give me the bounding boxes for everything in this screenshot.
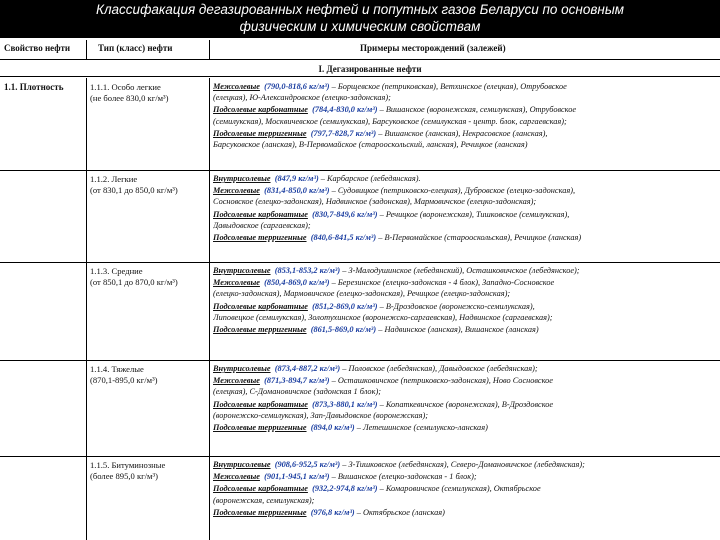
- deposit-text: – Осташковичское (петриковско-задонская), Ново Сосновское: [331, 376, 553, 386]
- rock-type: Подсолевые карбонатные: [213, 209, 308, 219]
- density-range: (932,2-974,8 кг/м³): [312, 484, 378, 494]
- rock-type: Межсолевые: [213, 376, 260, 386]
- deposit-text: Давыдовское (саргаевская);: [213, 220, 311, 230]
- deposit-entry: [213, 128, 718, 150]
- density-range: (847,9 кг/м³): [274, 174, 319, 183]
- header-divider: [86, 40, 87, 59]
- density-range: (908,6-952,5 кг/м³): [274, 460, 341, 469]
- density-range: (873,4-887,2 кг/м³): [274, 364, 341, 373]
- deposit-text: – Карбарское (лебедянская).: [320, 174, 421, 183]
- deposit-entry: [213, 422, 718, 433]
- density-range: (850,4-869,0 кг/м³): [264, 278, 330, 288]
- entry-line: [213, 399, 718, 410]
- density-range: (901,1-945,1 кг/м³): [264, 472, 330, 482]
- density-range: (873,3-880,1 кг/м³): [312, 399, 378, 409]
- entry-line: [213, 483, 718, 494]
- type-name: 1.1.3. Средние: [90, 266, 143, 276]
- type-range: (от 850,1 до 870,0 кг/м³): [90, 277, 178, 287]
- table-header: [0, 40, 720, 60]
- entry-line: [213, 410, 718, 421]
- deposit-text: (воронежско-семилукская), Зап-Давыдовское (воронежская);: [213, 410, 428, 420]
- deposit-text: – В-Первомайское (старооскольская), Речицкое (ланская): [378, 233, 582, 243]
- table-row: [0, 456, 720, 540]
- deposit-entry: [213, 324, 718, 335]
- entry-line: [213, 209, 718, 220]
- density-range: (797,7-828,7 кг/м³): [310, 128, 377, 138]
- entry-line: [213, 81, 718, 92]
- table-row: [0, 170, 720, 262]
- rock-type: Подсолевые терригенные: [213, 423, 307, 433]
- rock-type: Внутрисолевые: [213, 364, 271, 373]
- rock-type: Подсолевые терригенные: [213, 233, 307, 243]
- entry-line: [213, 471, 718, 482]
- deposit-text: – Борщевское (петриковская), Ветхинское (елецкая), Отрубовское: [331, 82, 567, 91]
- entry-line: [213, 92, 718, 103]
- header-divider: [209, 40, 210, 59]
- entry-line: [213, 104, 718, 115]
- deposit-text: – Судовицкое (петриковско-елецкая), Дубровское (елецко-задонская),: [331, 186, 576, 196]
- examples-cell: [213, 81, 718, 151]
- rock-type: Межсолевые: [213, 82, 260, 91]
- type-name: 1.1.2. Легкие: [90, 174, 138, 184]
- entry-line: [213, 422, 718, 433]
- type-range: (не более 830,0 кг/м³): [90, 93, 169, 103]
- type-cell: [90, 364, 208, 386]
- rock-type: Подсолевые карбонатные: [213, 484, 308, 494]
- deposit-text: – Комаровичское (семилукская), Октябрьское: [379, 484, 541, 494]
- header-examples: Примеры месторождений (залежей): [360, 43, 506, 53]
- deposit-text: Сосновское (елецко-задонская), Надвинское (задонская), Мармовичское (елецко-задонская);: [213, 197, 537, 207]
- entry-line: [213, 185, 718, 196]
- entry-line: [213, 324, 718, 335]
- row-divider: [0, 262, 720, 263]
- type-range: (от 830,1 до 850,0 кг/м³): [90, 185, 178, 195]
- examples-cell: [213, 459, 718, 519]
- property-label: 1.1. Плотность: [4, 82, 64, 92]
- rock-type: Межсолевые: [213, 278, 260, 288]
- rock-type: Подсолевые карбонатные: [213, 399, 308, 409]
- deposit-text: – Речицкое (воронежская), Тишковское (семилукская),: [379, 209, 570, 219]
- examples-cell: [213, 173, 718, 244]
- entry-line: [213, 128, 718, 139]
- deposit-entry: [213, 301, 718, 323]
- deposit-entry: [213, 277, 718, 299]
- entry-line: [213, 459, 718, 470]
- type-range: (более 895,0 кг/м³): [90, 471, 158, 481]
- table-row: [0, 78, 720, 170]
- deposit-entry: [213, 507, 718, 518]
- entry-line: [213, 301, 718, 312]
- deposit-entry: [213, 363, 718, 374]
- type-range: (870,1-895,0 кг/м³): [90, 375, 158, 385]
- header-property: Свойство нефти: [4, 43, 71, 53]
- table-row: [0, 360, 720, 456]
- entry-line: [213, 507, 718, 518]
- slide-title-line-2: физическим и химическим свойствам: [239, 19, 481, 34]
- entry-line: [213, 232, 718, 243]
- deposit-text: – Летешинское (семилукско-ланская): [356, 423, 488, 433]
- entry-line: [213, 312, 718, 323]
- entry-line: [213, 288, 718, 299]
- type-cell: [90, 174, 208, 196]
- row-divider: [0, 456, 720, 457]
- slide-title-line-1: Классифакация дегазированных нефтей и попутных газов Беларуси по основным: [95, 2, 625, 17]
- entry-line: [213, 277, 718, 288]
- deposit-entry: [213, 265, 718, 276]
- deposit-text: (елецко-задонская), Мармовичское (елецко-задонская), Речицкое (елецко-задонская);: [213, 289, 511, 299]
- rock-type: Подсолевые карбонатные: [213, 105, 308, 115]
- rock-type: Подсолевые карбонатные: [213, 301, 308, 311]
- entry-line: [213, 386, 718, 397]
- deposit-entry: [213, 483, 718, 505]
- density-range: (871,3-894,7 кг/м³): [264, 376, 330, 386]
- deposit-text: – Надвинское (ланская), Вишанское (ланская): [378, 325, 539, 335]
- deposit-entry: [213, 104, 718, 126]
- type-cell: [90, 460, 208, 482]
- entry-line: [213, 375, 718, 386]
- density-range: (840,6-841,5 кг/м³): [310, 233, 377, 243]
- density-range: (894,0 кг/м³): [310, 423, 355, 433]
- type-name: 1.1.5. Битуминозные: [90, 460, 166, 470]
- density-range: (784,4-830,0 кг/м³): [312, 105, 378, 115]
- deposit-text: – Березинское (елецко-задонская - 4 блок), Западно-Сосновское: [331, 278, 555, 288]
- deposit-entry: [213, 399, 718, 421]
- rock-type: Подсолевые терригенные: [213, 507, 307, 517]
- deposit-text: (елецкая), Ю-Александровское (елецко-задонская);: [213, 93, 391, 103]
- slide-title: [0, 0, 720, 38]
- row-divider: [0, 360, 720, 361]
- density-range: (831,4-850,0 кг/м³): [264, 186, 330, 196]
- table-row: [0, 262, 720, 360]
- deposit-text: – Копаткевичское (воронежская), В-Дроздовское: [379, 399, 554, 409]
- rock-type: Внутрисолевые: [213, 174, 271, 183]
- deposit-entry: [213, 375, 718, 397]
- type-name: 1.1.1. Особо легкие: [90, 82, 161, 92]
- deposit-entry: [213, 81, 718, 103]
- deposit-text: Барсуковское (ланская), В-Первомайское (старооскольский, ланская), Речицкое (ланская): [213, 140, 528, 150]
- deposit-text: Липовецкое (семилукская), Золотухинское (воронежско-саргаевская), Надвинское (саргаевская);: [213, 312, 553, 322]
- deposit-entry: [213, 209, 718, 231]
- entry-line: [213, 139, 718, 150]
- density-range: (853,1-853,2 кг/м³): [274, 266, 341, 275]
- deposit-entry: [213, 471, 718, 482]
- deposit-entry: [213, 459, 718, 470]
- entry-line: [213, 363, 718, 374]
- density-range: (851,2-869,0 кг/м³): [312, 301, 378, 311]
- rock-type: Межсолевые: [213, 472, 260, 482]
- deposit-entry: [213, 185, 718, 207]
- deposit-text: – В-Дроздовское (воронежско-семилукская),: [379, 301, 535, 311]
- deposit-text: – З-Малодушинское (лебедянский), Осташковичское (лебедянское);: [342, 266, 580, 275]
- deposit-text: (воронежская, семилукская);: [213, 495, 315, 505]
- rock-type: Межсолевые: [213, 186, 260, 196]
- row-divider: [0, 170, 720, 171]
- type-name: 1.1.4. Тяжелые: [90, 364, 144, 374]
- rock-type: Внутрисолевые: [213, 266, 271, 275]
- density-range: (790,0-818,6 кг/м³): [264, 82, 330, 91]
- entry-line: [213, 116, 718, 127]
- section-title: I. Дегазированные нефти: [0, 61, 720, 77]
- type-cell: [90, 266, 208, 288]
- density-range: (861,5-869,0 кг/м³): [310, 325, 377, 335]
- deposit-entry: [213, 232, 718, 243]
- density-range: (976,8 кг/м³): [310, 507, 355, 517]
- deposit-text: (елецкая), С-Домановичское (задонская 1 блок);: [213, 387, 381, 397]
- deposit-text: – З-Тишковское (лебедянская), Северо-Домановичское (лебедянская);: [342, 460, 585, 469]
- examples-cell: [213, 363, 718, 434]
- deposit-text: – Половское (лебедянская), Давыдовское (лебедянская);: [342, 364, 538, 373]
- rock-type: Подсолевые терригенные: [213, 325, 307, 335]
- deposit-text: – Вишанское (ланская), Некрасовское (ланская),: [378, 128, 548, 138]
- entry-line: [213, 220, 718, 231]
- entry-line: [213, 495, 718, 506]
- density-range: (830,7-849,6 кг/м³): [312, 209, 378, 219]
- rock-type: Внутрисолевые: [213, 460, 271, 469]
- deposit-text: – Вишанское (елецко-задонская - 1 блок);: [331, 472, 477, 482]
- header-type: Тип (класс) нефти: [98, 43, 173, 53]
- entry-line: [213, 173, 718, 184]
- deposit-text: – Вишанское (воронежская, семилукская), Отрубовское: [379, 105, 577, 115]
- examples-cell: [213, 265, 718, 336]
- deposit-text: (семилукская), Москвичевское (семилукская), Барсуковское (семилукская - центр. блок, саргаевская);: [213, 116, 567, 126]
- deposit-text: – Октябрьское (ланская): [356, 507, 445, 517]
- entry-line: [213, 265, 718, 276]
- type-cell: [90, 82, 208, 104]
- deposit-entry: [213, 173, 718, 184]
- rock-type: Подсолевые терригенные: [213, 128, 307, 138]
- entry-line: [213, 196, 718, 207]
